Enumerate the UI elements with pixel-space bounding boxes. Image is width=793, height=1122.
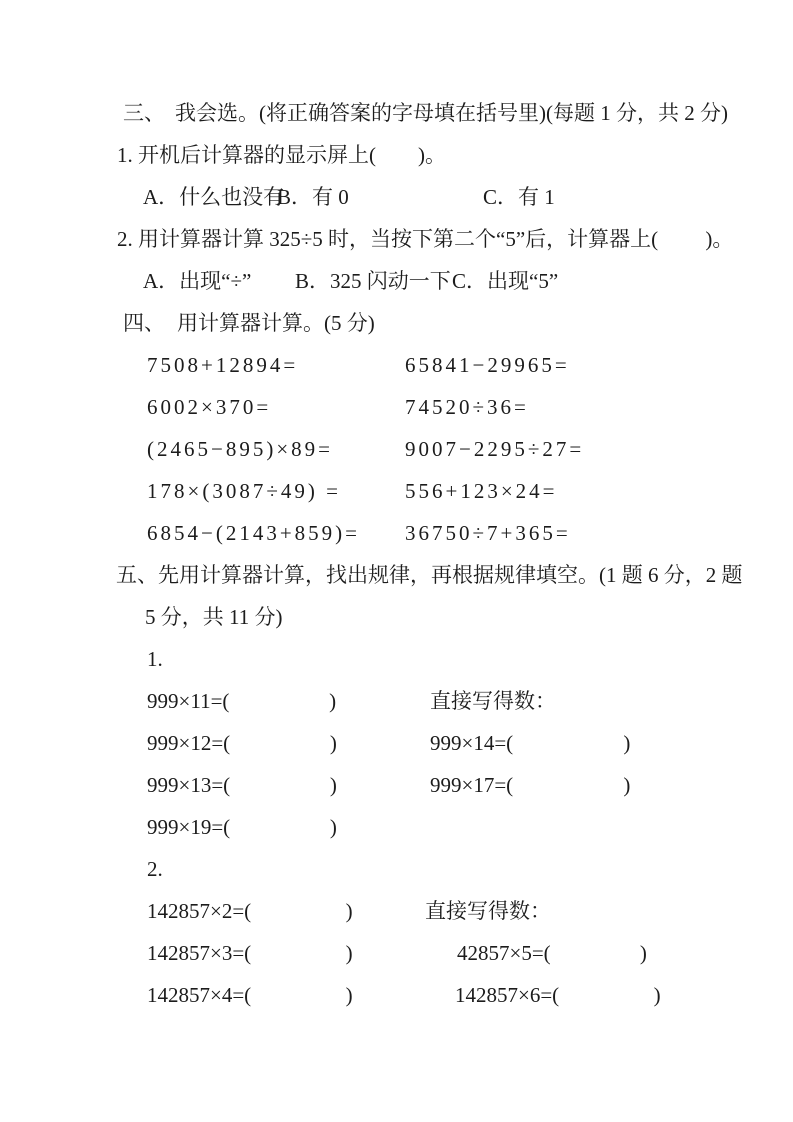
section3-title: 我会选。(将正确答案的字母填在括号里)(每题 1 分，共 2 分) — [175, 101, 728, 125]
fill-row — [0, 890, 793, 932]
fill-expression: 142857×6=( ) — [455, 983, 661, 1007]
section3-q2-options — [0, 260, 793, 302]
q1-option-a: A．什么也没有 — [143, 185, 285, 209]
calc-expression: 7508+12894= — [147, 353, 299, 377]
section4-header — [0, 302, 793, 344]
fill-expression: 142857×3=( ) — [147, 941, 353, 965]
calc-row — [0, 470, 793, 512]
section5-part2-label-line — [0, 848, 793, 890]
direct-answer-label: 直接写得数： — [425, 899, 551, 923]
section4-number: 四、 — [123, 311, 165, 335]
fill-expression: 42857×5=( ) — [457, 941, 647, 965]
fill-expression: 999×14=( ) — [430, 731, 631, 755]
fill-row — [0, 764, 793, 806]
calc-row — [0, 512, 793, 554]
section3-q1-stem-line — [0, 134, 793, 176]
calc-expression: 6002×370= — [147, 395, 272, 419]
calc-expression: 65841−29965= — [405, 353, 570, 377]
fill-expression: 999×11=( ) — [147, 689, 337, 713]
calc-expression: 178×(3087÷49) = — [147, 479, 341, 503]
calc-expression: 36750÷7+365= — [405, 521, 571, 545]
part2-label: 2. — [147, 857, 163, 881]
section5-title-line1: 五、先用计算器计算，找出规律，再根据规律填空。(1 题 6 分，2 题 — [116, 563, 743, 587]
calc-expression: 9007−2295÷27= — [405, 437, 585, 461]
q1-option-c: C．有 1 — [483, 185, 555, 209]
direct-answer-label: 直接写得数： — [430, 689, 556, 713]
section5-title-line2: 5 分，共 11 分) — [145, 605, 283, 629]
fill-row — [0, 680, 793, 722]
q2-option-a: A．出现“÷” — [143, 269, 252, 293]
q1-stem: 1. 开机后计算器的显示屏上( )。 — [117, 143, 446, 167]
calc-row — [0, 428, 793, 470]
section3-q1-options — [0, 176, 793, 218]
section4-title: 用计算器计算。(5 分) — [177, 311, 375, 335]
calc-row — [0, 386, 793, 428]
fill-expression: 999×17=( ) — [430, 773, 631, 797]
calc-expression: 74520÷36= — [405, 395, 529, 419]
q2-stem: 2. 用计算器计算 325÷5 时，当按下第二个“5”后，计算器上( )。 — [117, 227, 734, 251]
fill-expression: 999×12=( ) — [147, 731, 337, 755]
fill-row — [0, 974, 793, 1016]
q2-option-c: C．出现“5” — [452, 269, 559, 293]
section5-header-line1 — [0, 554, 793, 596]
q1-option-b: B．有 0 — [277, 185, 349, 209]
calc-row — [0, 344, 793, 386]
q2-option-b: B．325 闪动一下 — [295, 269, 451, 293]
calc-expression: 556+123×24= — [405, 479, 558, 503]
section5-part1-label-line — [0, 638, 793, 680]
part1-label: 1. — [147, 647, 163, 671]
fill-expression: 142857×4=( ) — [147, 983, 353, 1007]
fill-row — [0, 806, 793, 848]
section5-header-line2 — [0, 596, 793, 638]
fill-expression: 999×13=( ) — [147, 773, 337, 797]
section3-q2-stem-line — [0, 218, 793, 260]
fill-row — [0, 932, 793, 974]
section3-number: 三、 — [123, 101, 165, 125]
calc-expression: 6854−(2143+859)= — [147, 521, 361, 545]
fill-expression: 999×19=( ) — [147, 815, 337, 839]
fill-expression: 142857×2=( ) — [147, 899, 353, 923]
fill-row — [0, 722, 793, 764]
calc-expression: (2465−895)×89= — [147, 437, 334, 461]
section3-header — [0, 92, 793, 134]
